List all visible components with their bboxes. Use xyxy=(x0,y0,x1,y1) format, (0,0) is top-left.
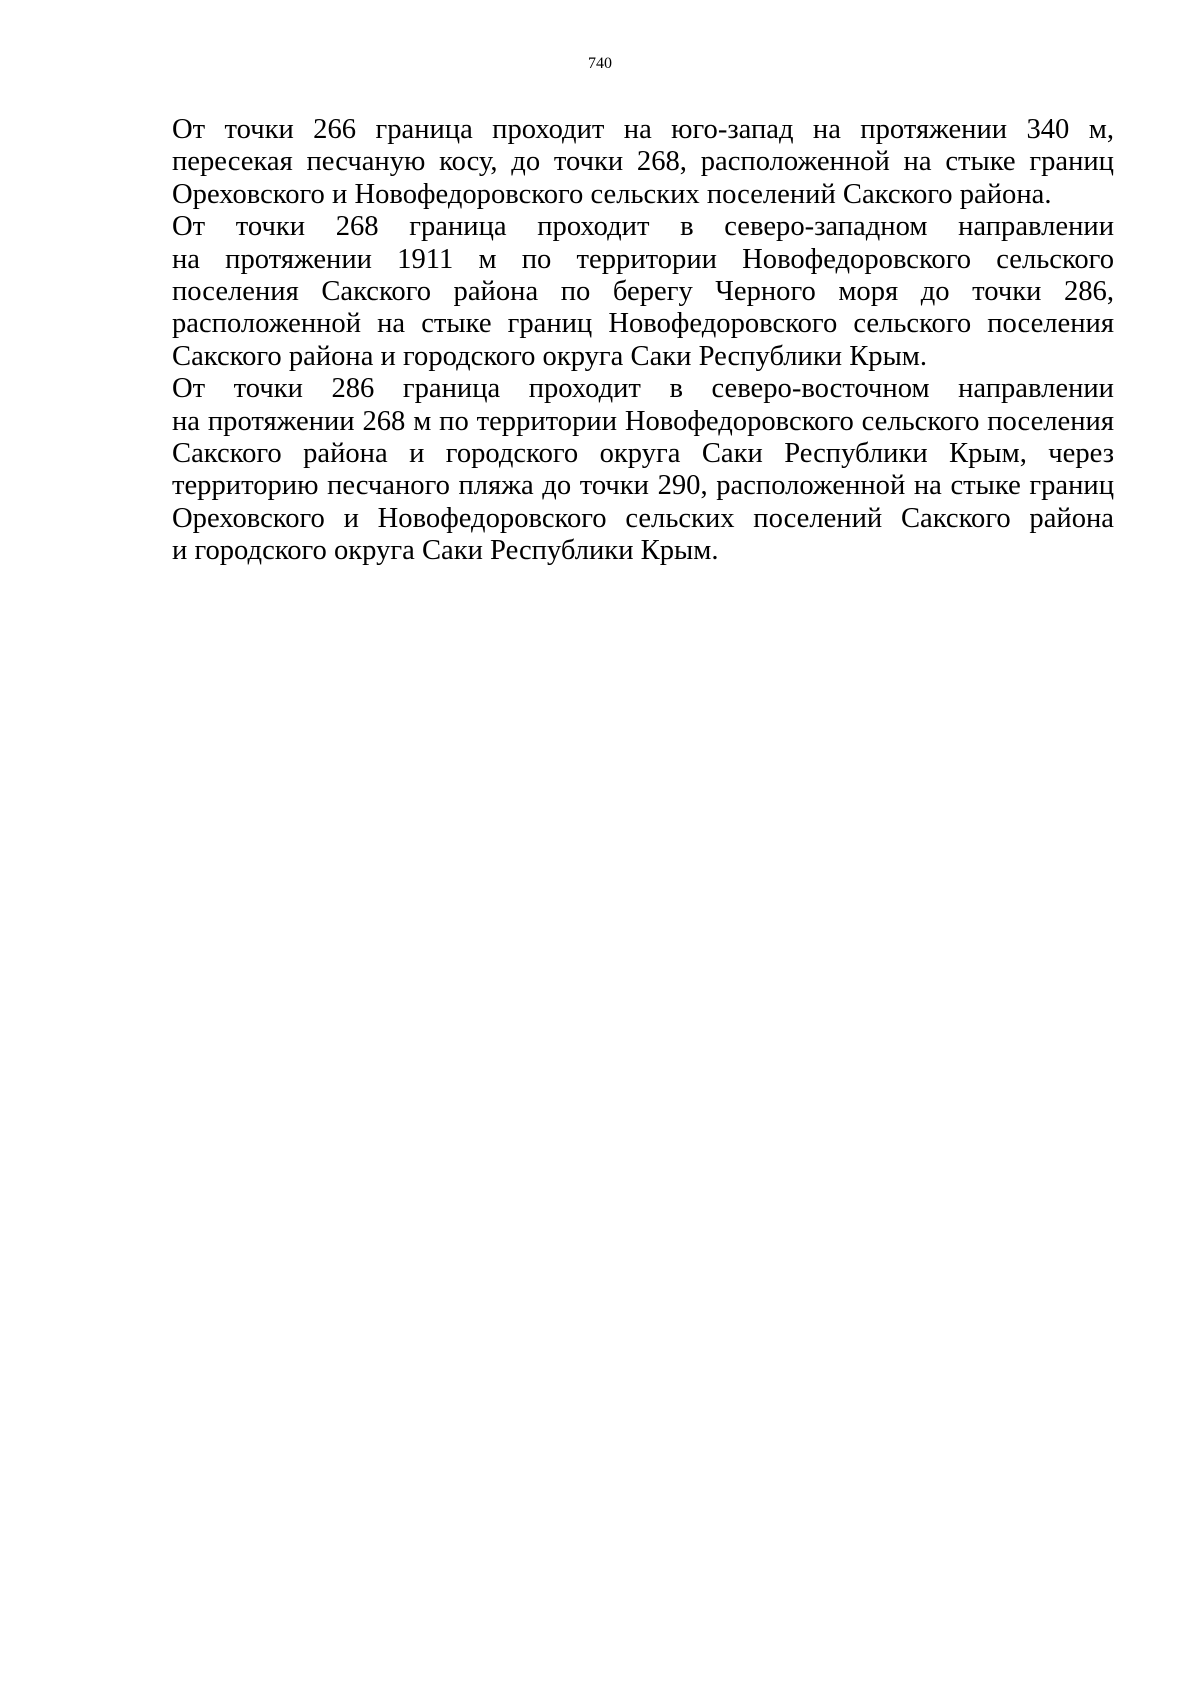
text-line: расположенной на стыке границ Новофедоровского сельского поселения xyxy=(172,308,1114,340)
document-body xyxy=(172,114,1114,568)
paragraph-point-268 xyxy=(172,211,1114,373)
text-line: на протяжении 1911 м по территории Новофедоровского сельского xyxy=(172,243,1114,275)
text-line: Сакского района и городского округа Саки Республики Крым. xyxy=(172,340,928,372)
text-line: От точки 266 граница проходит на юго-запад на протяжении 340 м, xyxy=(172,114,1114,145)
text-line: на протяжении 268 м по территории Новофедоровского сельского поселения xyxy=(172,405,1114,437)
page-number: 740 xyxy=(588,55,612,72)
text-line: От точки 268 граница проходит в северо-западном направлении xyxy=(172,211,1114,243)
text-line: поселения Сакского района по берегу Черного моря до точки 286, xyxy=(172,276,1114,308)
paragraph-point-266 xyxy=(172,114,1114,211)
text-line: От точки 286 граница проходит в северо-восточном направлении xyxy=(172,373,1114,405)
text-line: Сакского района и городского округа Саки Республики Крым, через xyxy=(172,438,1114,470)
text-line: Ореховского и Новофедоровского сельских поселений Сакского района. xyxy=(172,178,1052,210)
text-line: Ореховского и Новофедоровского сельских поселений Сакского района xyxy=(172,502,1114,534)
text-line: территорию песчаного пляжа до точки 290, расположенной на стыке границ xyxy=(172,470,1114,502)
paragraph-point-286 xyxy=(172,373,1114,567)
text-line: и городского округа Саки Республики Крым. xyxy=(172,535,719,567)
text-line: пересекая песчаную косу, до точки 268, расположенной на стыке границ xyxy=(172,146,1114,178)
